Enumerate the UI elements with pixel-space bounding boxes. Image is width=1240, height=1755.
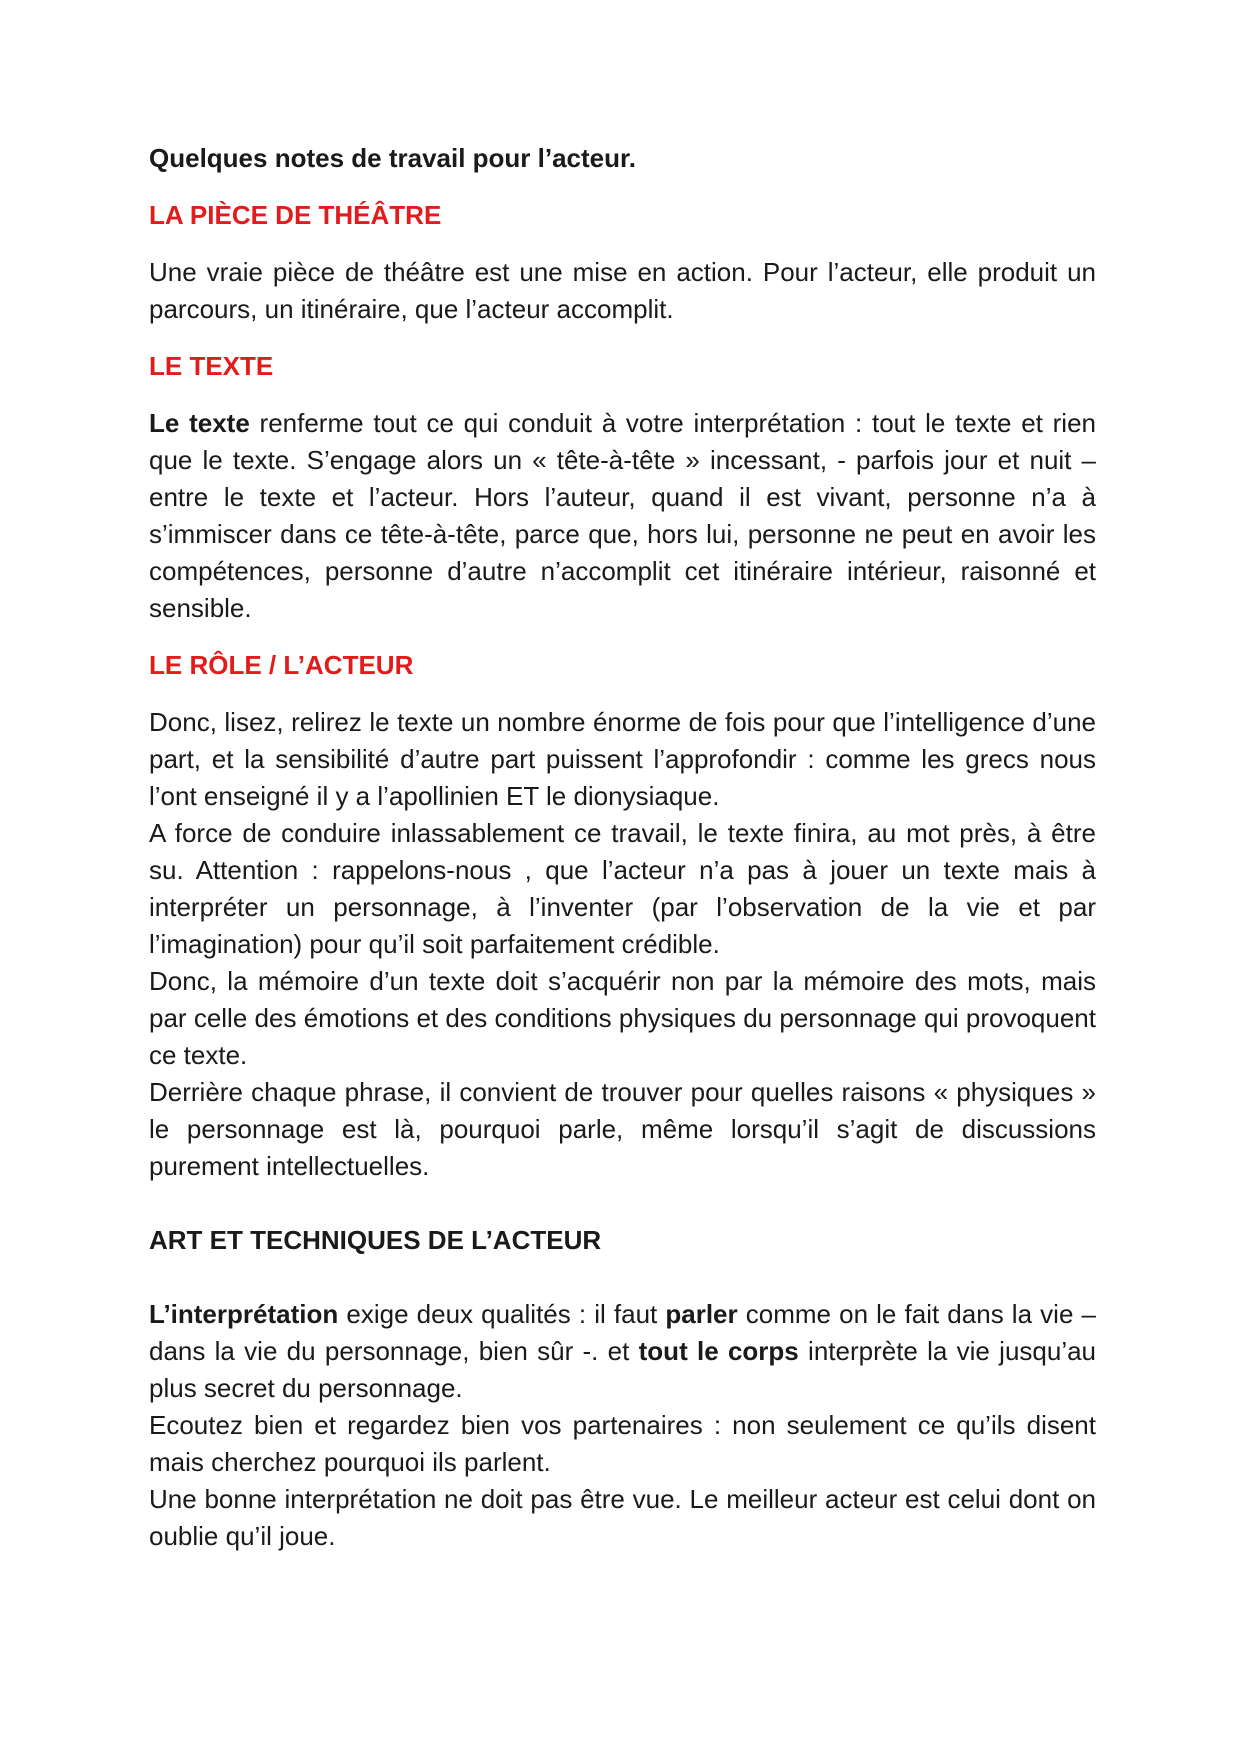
bold-term: Le texte [149,408,250,438]
paragraph-text: exige deux qualités : il faut [338,1299,666,1329]
bold-term: L’interprétation [149,1299,339,1329]
heading-le-texte: LE TEXTE [149,351,274,381]
paragraph: A force de conduire inlassablement ce travail, le texte finira, au mot près, à être su. Attention : rappelons-nous , que l’acteur n’a pas à jouer un texte mais à interpréter un personnage, à l’inventer (par l’observation de la vie et par l’imagination) pour qu’il soit parfaitement crédible. [149,818,1096,959]
paragraph-text: comme on le fait dans la vie – dans la vie du personnage, bien sûr -. et [149,1299,1096,1366]
paragraph: Ecoutez bien et regardez bien vos partenaires : non seulement ce qu’ils disent mais cherchez pourquoi ils parlent. [149,1410,1096,1477]
paragraph: Une bonne interprétation ne doit pas être vue. Le meilleur acteur est celui dont on oublie qu’il joue. [149,1484,1096,1551]
heading-le-role-l-acteur: LE RÔLE / L’ACTEUR [149,650,414,680]
heading-piece-de-theatre: LA PIÈCE DE THÉÂTRE [149,200,442,230]
bold-term: parler [665,1299,738,1329]
paragraph: Donc, la mémoire d’un texte doit s’acquérir non par la mémoire des mots, mais par celle des émotions et des conditions physiques du personnage qui provoquent ce texte. [149,966,1096,1070]
section-piece-de-theatre [149,254,1096,328]
paragraph-text: interprète la vie jusqu’au plus secret du personnage. [149,1336,1097,1403]
bold-term: tout le corps [638,1336,799,1366]
document-page [149,140,1096,1555]
paragraph: Derrière chaque phrase, il convient de trouver pour quelles raisons « physiques » le personnage est là, pourquoi parle, même lorsqu’il s’agit de discussions purement intellectuelles. [149,1077,1096,1181]
paragraph [149,405,1096,627]
document-title: Quelques notes de travail pour l’acteur. [149,143,636,173]
section-le-role-l-acteur [149,704,1096,1185]
paragraph: Donc, lisez, relirez le texte un nombre énorme de fois pour que l’intelligence d’une part, et la sensibilité d’autre part puissent l’approfondir : comme les grecs nous l’ont enseigné il y a l’apollinien ET le dionysiaque. [149,707,1096,811]
heading-art-et-techniques: ART ET TECHNIQUES DE L’ACTEUR [149,1225,602,1255]
section-le-texte [149,405,1096,627]
paragraph [149,1296,1096,1407]
paragraph: Une vraie pièce de théâtre est une mise en action. Pour l’acteur, elle produit un parcours, un itinéraire, que l’acteur accomplit. [149,257,1096,324]
paragraph-text: renferme tout ce qui conduit à votre interprétation : tout le texte et rien que le texte. S’engage alors un « tête-à-tête » incessant, - parfois jour et nuit – entre le texte et l’acteur. Hors l’auteur, quand il est vivant, personne n’a à s’immiscer dans ce tête-à-tête, parce que, hors lui, personne ne peut en avoir les compétences, personne d’autre n’accomplit cet itinéraire intérieur, raisonné et sensible. [149,408,1096,623]
section-art-et-techniques [149,1296,1096,1555]
